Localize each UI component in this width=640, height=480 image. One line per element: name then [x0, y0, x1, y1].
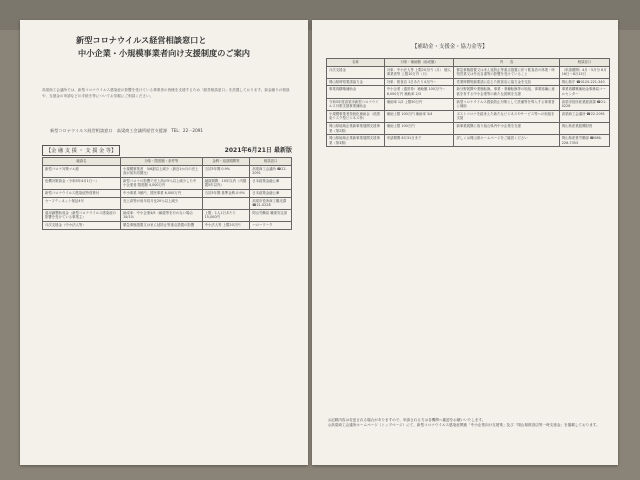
table-row — [327, 135, 610, 147]
table-cell: 申請期間 8月31日まで — [384, 135, 454, 147]
table-cell: 新分野展開や業態転換、事業・業種転換等の取組、事業再編に意欲を有する中小企業等の新たな挑戦を支援 — [454, 86, 559, 98]
table-row — [43, 165, 292, 177]
table-cell: 高梁商工会議所 ☎22-2091 — [250, 165, 292, 177]
contact-line: 新型コロナウイルス経営相談窓口 高梁商工会議所経営支援課 TEL：22－2091 — [50, 128, 204, 133]
column-header: 対象・限度額・条件等 — [120, 158, 202, 166]
table-cell: 新型コロナウイルス感染防止対策として設備等を導入する事業者に補助 — [454, 98, 559, 110]
table-cell: 高梁市役所産業経済課 ☎21-0228 — [559, 98, 609, 110]
table-cell: 岡山県産業労働部 ☎086-226-7353 — [559, 135, 609, 147]
table-cell: 融資期間：10年以内（内据置5年以内） — [202, 177, 250, 189]
column-header: 融資名 — [43, 158, 121, 166]
table-cell: 緊急事態措置又はまん延防止等重点措置に伴う飲食店の休業・時短営業又は外出自粛等の影響を受けていること — [454, 66, 559, 78]
table-cell: 岡山県時短要請協力金 — [327, 78, 385, 86]
title-line-2: 中小企業・小規模事業者向け支援制度のご案内 — [78, 48, 250, 58]
section-bar — [42, 145, 292, 154]
table-cell: 事業再構築補助金事務局コールセンター — [559, 86, 609, 98]
intro-paragraph: 高梁商工会議所では、新型コロナウイルス感染症の影響を受けている事業者の皆様を支援するため「経営相談窓口」を設置しております。資金繰りの相談や、支援金の申請などの手続き等についてお気軽にご相談ください。 — [42, 88, 290, 98]
table-cell: 雇用調整助成金（新型コロナウイルス感染症の影響を受けている事業主） — [43, 209, 121, 221]
title-line-1: 新型コロナウイルス経営相談窓口と — [76, 35, 207, 45]
table-cell: 詳しくは岡山県ホームページをご確認ください — [454, 135, 559, 147]
table-cell: 日本政策金融公庫 — [250, 177, 292, 189]
column-header: 金利・返済期間等 — [202, 158, 250, 166]
table-row — [327, 98, 610, 110]
table-cell: 売上高等が前年同月比20％以上減少 — [120, 197, 202, 209]
table-row — [327, 122, 610, 134]
table-cell: 令和3年度高梁市新型コロナウイルス対策支援事業補助金 — [327, 98, 385, 110]
table-cell: 高梁市役所商工観光課 ☎21-0228 — [250, 197, 292, 209]
table-cell: 対象：中小法人等 上限20万円（月） 個人事業者等 上限10万円（月） — [384, 66, 454, 78]
table-cell: 新型コロナウイルス感染症特別貸付 — [43, 189, 121, 197]
table-row — [43, 189, 292, 197]
table-cell: 高梁商工会議所 ☎22-2091 — [559, 110, 609, 122]
section-header: 【補助金・支援金・協力金等】 — [412, 44, 488, 50]
table-row — [327, 66, 610, 78]
section-label: 【金 融 支 援 ・ 支 援 金 等】 — [42, 145, 120, 156]
table-cell: 当初3年間 0.9% — [202, 165, 250, 177]
table-cell: 小規模事業者 5/6割以上減少（最近1か月の売上高が前年同期比） — [120, 165, 202, 177]
table-cell: 月次支援金（中小法人等） — [43, 221, 121, 229]
subsidy-table — [326, 58, 610, 147]
table-cell: 営業時間短縮要請に応じた飲食店に協力金を支給 — [454, 78, 559, 86]
table-cell: ハローワーク — [250, 221, 292, 229]
table-cell: 新事業展開に取り組む県内中小企業を支援 — [454, 122, 559, 134]
table-cell: （申請期間）4月・5月分 6月16日〜8月15日 — [559, 66, 609, 78]
table-cell: 月次支援金 — [327, 66, 385, 78]
notes — [328, 418, 608, 428]
column-header: 相談窓口 — [250, 158, 292, 166]
table-cell: 中小法人等 上限20万円 — [202, 221, 250, 229]
column-header: 相談窓口 — [559, 59, 609, 67]
table-row — [327, 86, 610, 98]
table-cell: 岡山県産業振興財団 — [559, 122, 609, 134]
table-cell: 補助上限 100万円 補助率 3/4 — [384, 110, 454, 122]
table-cell: 当初3年間 基準金利-0.9% — [202, 189, 250, 197]
table-row — [43, 221, 292, 229]
table-cell: 岡山県庁 ☎0120-221-340 — [559, 78, 609, 86]
table-cell: 事業再構築補助金 — [327, 86, 385, 98]
table-cell: 補助率 1/2 上限50万円 — [384, 98, 454, 110]
table-cell: 岡山労働局 職業安定部 — [250, 209, 292, 221]
table-row — [327, 110, 610, 122]
table-row — [43, 209, 292, 221]
note-line: ◎記載内容は変更される場合がありますので、申請される方は各機関へ確認をお願いいたします。 — [328, 418, 486, 422]
edition-date: 2021年6月21日 最新版 — [224, 147, 292, 154]
table-cell: 対象：飲食店 1日あたり4万円〜 — [384, 78, 454, 86]
table-cell: セーフティネット保証4号 — [43, 197, 121, 209]
table-cell: 上限：1人1日あたり 15,000円 — [202, 209, 250, 221]
flyer-page-left — [20, 20, 308, 465]
table-row — [43, 177, 292, 189]
table-cell: 新型コロナ対策マル経 — [43, 165, 121, 177]
table-row — [327, 78, 610, 86]
table-cell: 中小企業（通常枠）補助額 100万円〜6,000万円 補助率 2/3 — [384, 86, 454, 98]
table-cell — [202, 197, 250, 209]
note-line: ◎高梁商工会議所ホームページ（トップページ）にて、新型コロナウイルス感染症関連「中小企業向け支援策」及び「岡山県飲食店等一時支援金」を掲載しております。 — [328, 423, 600, 428]
page-title — [76, 34, 250, 60]
table-cell: 中小事業 3億円、国民事業 6,000万円 — [120, 189, 202, 197]
column-header: 名称 — [327, 59, 385, 67]
table-cell: ポストコロナを踏まえた新たなビジネスやサービス等への取組を支援 — [454, 110, 559, 122]
table-cell: 新型コロナの影響で売上高が5％以上減少した中小企業者 限度額 4,000万円 — [120, 177, 202, 189]
column-header: 内 容 — [454, 59, 559, 67]
table-cell: 岡山県地域企業新事業展開支援事業（第2期） — [327, 122, 385, 134]
table-cell: 危機対策資金（令和3年4月1日〜） — [43, 177, 121, 189]
table-cell: 小規模事業者持続化補助金（低感染リスク型ビジネス枠） — [327, 110, 385, 122]
flyer-page-right — [312, 20, 618, 465]
table-row — [43, 197, 292, 209]
table-cell: 補助上限 100万円 — [384, 122, 454, 134]
table-cell: 緊急事態措置又はまん延防止等重点措置の影響 — [120, 221, 202, 229]
finance-support-table — [42, 157, 292, 230]
table-cell: 助成率：中小企業4/5（解雇等を行わない場合10/10） — [120, 209, 202, 221]
column-header: 対象・補助額（助成額） — [384, 59, 454, 67]
table-cell: 岡山県地域企業新事業展開支援事業（第3期） — [327, 135, 385, 147]
table-cell: 日本政策金融公庫 — [250, 189, 292, 197]
